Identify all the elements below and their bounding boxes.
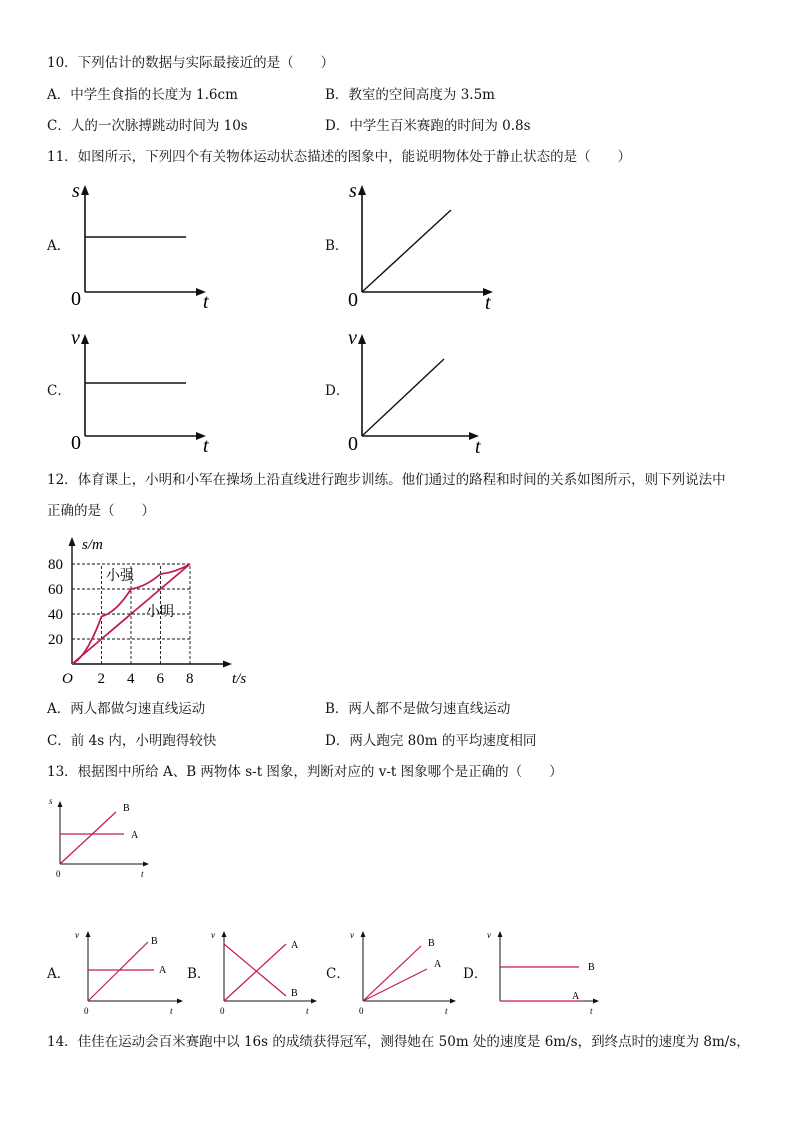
q13-option-a-label: A． — [47, 966, 71, 982]
q11-stem: 11．如图所示，下列四个有关物体运动状态描述的图象中，能说明物体处于静止状态的是（ ） — [47, 149, 632, 165]
q11-graph-b — [337, 175, 507, 315]
axis-label-v: v — [71, 327, 80, 349]
origin-label: 0 — [348, 433, 358, 455]
line-a — [363, 969, 427, 1001]
axis-label-s: s — [349, 180, 357, 202]
y-tick-label: 20 — [48, 632, 63, 648]
svg-text:A: A — [131, 830, 139, 841]
chart-x-arrow — [223, 661, 232, 668]
y-arrow — [358, 185, 366, 195]
svg-text:A: A — [572, 991, 580, 1002]
series-label-xiaoming: 小明 — [146, 605, 174, 620]
q10-option-b: B．教室的空间高度为 3.5m — [325, 87, 495, 103]
q11-option-b-label: B． — [325, 238, 349, 254]
svg-text:B: B — [428, 938, 435, 949]
q13-vt-graph-b — [208, 926, 323, 1016]
q12-option-b: B．两人都不是做匀速直线运动 — [325, 701, 511, 717]
chart-y-axis-label: s/m — [82, 537, 103, 553]
q11-option-c-label: C． — [47, 383, 71, 399]
origin-label: 0 — [348, 289, 358, 311]
y-tick-label: 60 — [48, 582, 63, 598]
q10-option-c: C．人的一次脉搏跳动时间为 10s — [47, 118, 248, 134]
y-arrow — [81, 334, 89, 344]
axis-label-s: s — [72, 180, 80, 202]
svg-text:B: B — [291, 988, 298, 999]
svg-text:B: B — [588, 962, 595, 973]
chart-origin-label: O — [62, 671, 73, 687]
svg-text:0: 0 — [220, 1006, 225, 1016]
q10-option-a: A．中学生食指的长度为 1.6cm — [47, 87, 238, 103]
svg-text:B: B — [151, 936, 158, 947]
svg-text:A: A — [434, 959, 442, 970]
svg-text:A: A — [291, 940, 299, 951]
svg-text:v: v — [211, 930, 215, 940]
svg-text:t: t — [445, 1006, 448, 1016]
y-arrow — [358, 334, 366, 344]
svg-text:B: B — [123, 803, 130, 814]
q14-stem: 14．佳佳在运动会百米赛跑中以 16s 的成绩获得冠军，测得她在 50m 处的速度是 6m/s，到终点时的速度为 8m/s， — [47, 1034, 750, 1050]
q12-option-a: A．两人都做匀速直线运动 — [47, 701, 206, 717]
axis-label-t: t — [475, 436, 481, 458]
line-b — [60, 812, 116, 864]
chart-x-axis-label: t/s — [232, 671, 247, 687]
svg-text:t: t — [141, 869, 144, 879]
origin-label: 0 — [71, 288, 81, 310]
svg-text:t: t — [170, 1006, 173, 1016]
x-tick-label: 6 — [156, 671, 164, 687]
svg-text:t: t — [590, 1006, 593, 1016]
axis-label-t: t — [203, 435, 209, 457]
y-tick-label: 40 — [48, 607, 63, 623]
svg-text:v: v — [487, 930, 491, 940]
svg-text:0: 0 — [56, 869, 61, 879]
graph-line — [362, 359, 444, 436]
q13-option-c-label: C． — [326, 966, 350, 982]
series-label-xiaoqiang: 小强 — [106, 569, 134, 584]
line-b — [363, 946, 421, 1001]
q13-vt-graph-c — [347, 926, 462, 1016]
q10-option-d: D．中学生百米赛跑的时间为 0.8s — [325, 118, 531, 134]
q13-st-graph — [46, 794, 166, 884]
svg-text:A: A — [159, 965, 167, 976]
q12-option-d: D．两人跑完 80m 的平均速度相同 — [325, 733, 537, 749]
svg-text:s: s — [49, 796, 53, 806]
x-tick-label: 2 — [97, 671, 105, 687]
q11-option-a-label: A． — [47, 238, 71, 254]
svg-text:v: v — [350, 930, 354, 940]
axis-label-v: v — [348, 327, 357, 349]
s-t-chart — [42, 532, 252, 692]
svg-text:v: v — [75, 930, 79, 940]
q12-stem-line2: 正确的是（ ） — [47, 503, 155, 519]
graph-line — [362, 210, 451, 292]
q12-stem-line1: 12．体育课上，小明和小军在操场上沿直线进行跑步训练。他们通过的路程和时间的关系如图所示，则下列说法中 — [47, 472, 726, 488]
q13-option-d-label: D． — [463, 966, 488, 982]
x-tick-label: 4 — [127, 671, 135, 687]
axis-label-t: t — [485, 292, 491, 314]
svg-text:0: 0 — [84, 1006, 89, 1016]
q11-graph-a — [60, 175, 230, 315]
y-arrow — [81, 185, 89, 195]
y-tick-label: 80 — [48, 557, 63, 573]
chart-y-arrow — [69, 537, 76, 546]
axis-label-t: t — [203, 291, 209, 313]
line-b — [88, 942, 148, 1001]
svg-text:t: t — [306, 1006, 309, 1016]
origin-label: 0 — [71, 432, 81, 454]
q13-option-b-label: B． — [187, 966, 211, 982]
q11-graph-c — [60, 322, 230, 462]
q13-vt-graph-a — [72, 926, 187, 1016]
x-tick-label: 8 — [186, 671, 194, 687]
q11-graph-d — [337, 322, 507, 462]
q13-vt-graph-d — [484, 926, 604, 1016]
q11-option-d-label: D． — [325, 383, 350, 399]
q10-stem: 10．下列估计的数据与实际最接近的是（ ） — [47, 55, 335, 71]
q12-option-c: C．前 4s 内，小明跑得较快 — [47, 733, 217, 749]
q13-stem: 13．根据图中所给 A、B 两物体 s-t 图象，判断对应的 v-t 图象哪个是正确的（ ） — [47, 764, 563, 780]
svg-text:0: 0 — [359, 1006, 364, 1016]
